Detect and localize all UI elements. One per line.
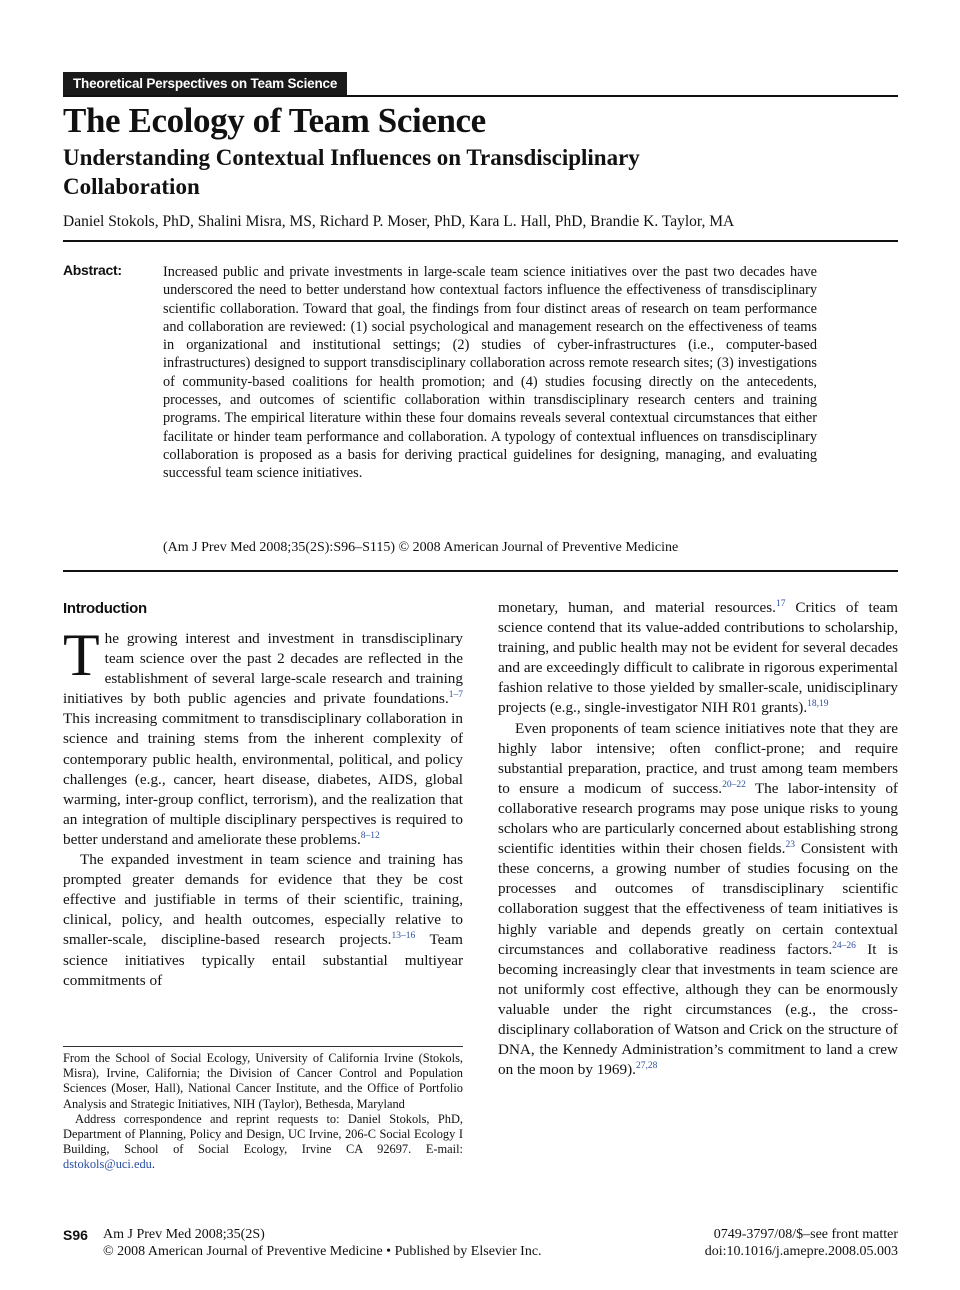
divider bbox=[63, 240, 898, 242]
text-run: monetary, human, and material resources. bbox=[498, 599, 776, 616]
section-heading-introduction: Introduction bbox=[63, 600, 147, 617]
text-run: Team science initiatives typically entail substantial multiyear commitments of bbox=[63, 931, 463, 989]
citation-link[interactable]: 18,19 bbox=[807, 699, 829, 710]
drop-cap: T bbox=[63, 629, 100, 688]
abstract-label: Abstract: bbox=[63, 262, 122, 278]
text-run: Consistent with these concerns, a growing number of studies focusing on the processes and outcomes of transdisciplinary scientific collaboration suggest that the effectiveness of team initiatives is highly variable and depends greatly on certain contextual circumstances and collaborative readiness factors. bbox=[498, 840, 898, 958]
correspondence-note bbox=[63, 1112, 463, 1173]
text-run: E-mail: bbox=[425, 1142, 463, 1157]
paragraph bbox=[498, 719, 898, 1081]
affiliation-note: From the School of Social Ecology, University of California Irvine (Stokols, Misra), Irvine, California; the Division of Cancer Control and Population Sciences (Moser, Hall), National Cancer Institute, and the Office of Portfolio Analysis and Strategic Initiatives, NIH (Taylor), Bethesda, Maryland bbox=[63, 1051, 463, 1111]
text-run: The expanded investment in team science and training has prompted greater demands for evidence that they be cost effective and justifiable in terms of their scientific, training, clinical, policy, and health outcomes, especially relative to smaller-scale, discipline-based research projects. bbox=[63, 851, 463, 949]
page-number: S96 bbox=[63, 1227, 88, 1243]
paragraph bbox=[63, 629, 463, 850]
abstract-citation: (Am J Prev Med 2008;35(2S):S96–S115) © 2008 American Journal of Preventive Medicine bbox=[163, 540, 679, 555]
author-list: Daniel Stokols, PhD, Shalini Misra, MS, Richard P. Moser, PhD, Kara L. Hall, PhD, Brandie K. Taylor, MA bbox=[63, 213, 735, 230]
footer-journal: Am J Prev Med 2008;35(2S) bbox=[103, 1227, 265, 1242]
text-run: Address correspondence and reprint requests to: Daniel Stokols, PhD, Department of Planning, Policy and Design, UC Irvine, 206-C Social Ecology I Building, School of Social Ecology, Irvine CA 92697. bbox=[63, 1111, 463, 1157]
text-run: Critics of team science contend that its value-added contributions to scholarship, training, and public health may not be evident for several decades and are exceedingly difficult to calibrate in rigorous experimental fashion relative to those yielded by smaller-scale, unidisciplinary projects (e.g., single-investigator NIH R01 grants). bbox=[498, 599, 898, 717]
text-run: It is becoming increasingly clear that investments in team science are not uniformly cost effective, although they can be enormously valuable under the right circumstances (e.g., the cross-disciplinary collaboration of Watson and Crick on the structure of DNA, the Kennedy Administration’s commitment to land a crew on the moon by 1969). bbox=[498, 940, 898, 1079]
paragraph bbox=[63, 850, 463, 991]
header-rule bbox=[63, 95, 898, 97]
citation-link[interactable]: 23 bbox=[785, 840, 795, 851]
citation-link[interactable]: 8–12 bbox=[360, 830, 380, 841]
citation-link[interactable]: 27,28 bbox=[635, 1061, 658, 1072]
footnote bbox=[63, 1051, 463, 1173]
footer-doi[interactable]: doi:10.1016/j.amepre.2008.05.003 bbox=[704, 1244, 898, 1259]
paragraph bbox=[498, 598, 898, 719]
article-title: The Ecology of Team Science bbox=[63, 101, 486, 140]
right-column bbox=[498, 598, 898, 1193]
citation-link[interactable]: 17 bbox=[775, 598, 786, 609]
text-run: Even proponents of team science initiatives note that they are highly labor intensive; often conflict-prone; and require substantial preparation, practice, and trust among team members to ensure a modicum of success. bbox=[498, 719, 898, 797]
footer-copyright: © 2008 American Journal of Preventive Medicine • Published by Elsevier Inc. bbox=[103, 1244, 542, 1259]
abstract-text: Increased public and private investments in large-scale team science initiatives over the past two decades have underscored the need to better understand how contextual factors influence the effectiveness of transdisciplinary scientific collaboration. Toward that goal, the findings from four distinct areas of research on team performance and collaboration are reviewed: (1) social psychological and management research on the effectiveness of teams in organizational and institutional settings; (2) studies of cyber-infrastructures (i.e., computer-based infrastructures) designed to support transdisciplinary collaboration across remote research sites; (3) investigations of community-based coalitions for health promotion; and (4) studies focusing directly on the antecedents, processes, and outcomes of scientific collaboration within transdisciplinary research centers and training programs. The empirical literature within these four domains reveals several contextual circumstances that either facilitate or hinder team performance and collaboration. A typology of contextual influences on transdisciplinary collaboration is proposed as a basis for deriving practical guidelines for designing, managing, and evaluating successful team science initiatives. bbox=[163, 264, 817, 482]
footnote-rule bbox=[63, 1046, 463, 1047]
text-run: This increasing commitment to transdisciplinary collaboration in science and training stems from the inherent complexity of contemporary public health, environmental, political, and policy challenges (e.g., cancer, heart disease, diabetes, AIDS, global warming, inter-group conflict, terrorism), and the realization that an integration of multiple disciplinary perspectives is required to better understand and ameliorate these problems. bbox=[63, 710, 463, 848]
article-subtitle: Understanding Contextual Influences on Transdisciplinary Collaboration bbox=[63, 145, 640, 199]
footer-issn: 0749-3797/08/$–see front matter bbox=[713, 1227, 898, 1242]
citation-link[interactable]: 1–7 bbox=[448, 690, 463, 701]
section-tag: Theoretical Perspectives on Team Science bbox=[63, 72, 347, 96]
citation-link[interactable]: 20–22 bbox=[722, 779, 746, 790]
text-run: . bbox=[151, 1157, 155, 1172]
citation-link[interactable]: 24–26 bbox=[832, 940, 856, 951]
divider bbox=[63, 570, 898, 572]
text-run: The labor-intensity of collaborative research programs may pose unique risks to young scholars who are particularly concerned about establishing strong scientific identities within their chosen fields. bbox=[498, 779, 898, 858]
text-run: he growing interest and investment in transdisciplinary team science over the past 2 decades are reflected in the establishment of several large-scale research and training initiatives by both public agencies and private foundations. bbox=[63, 630, 463, 708]
citation-link[interactable]: 13–16 bbox=[391, 931, 416, 942]
left-column bbox=[63, 629, 463, 1034]
email-link[interactable]: dstokols@uci.edu bbox=[63, 1157, 152, 1172]
